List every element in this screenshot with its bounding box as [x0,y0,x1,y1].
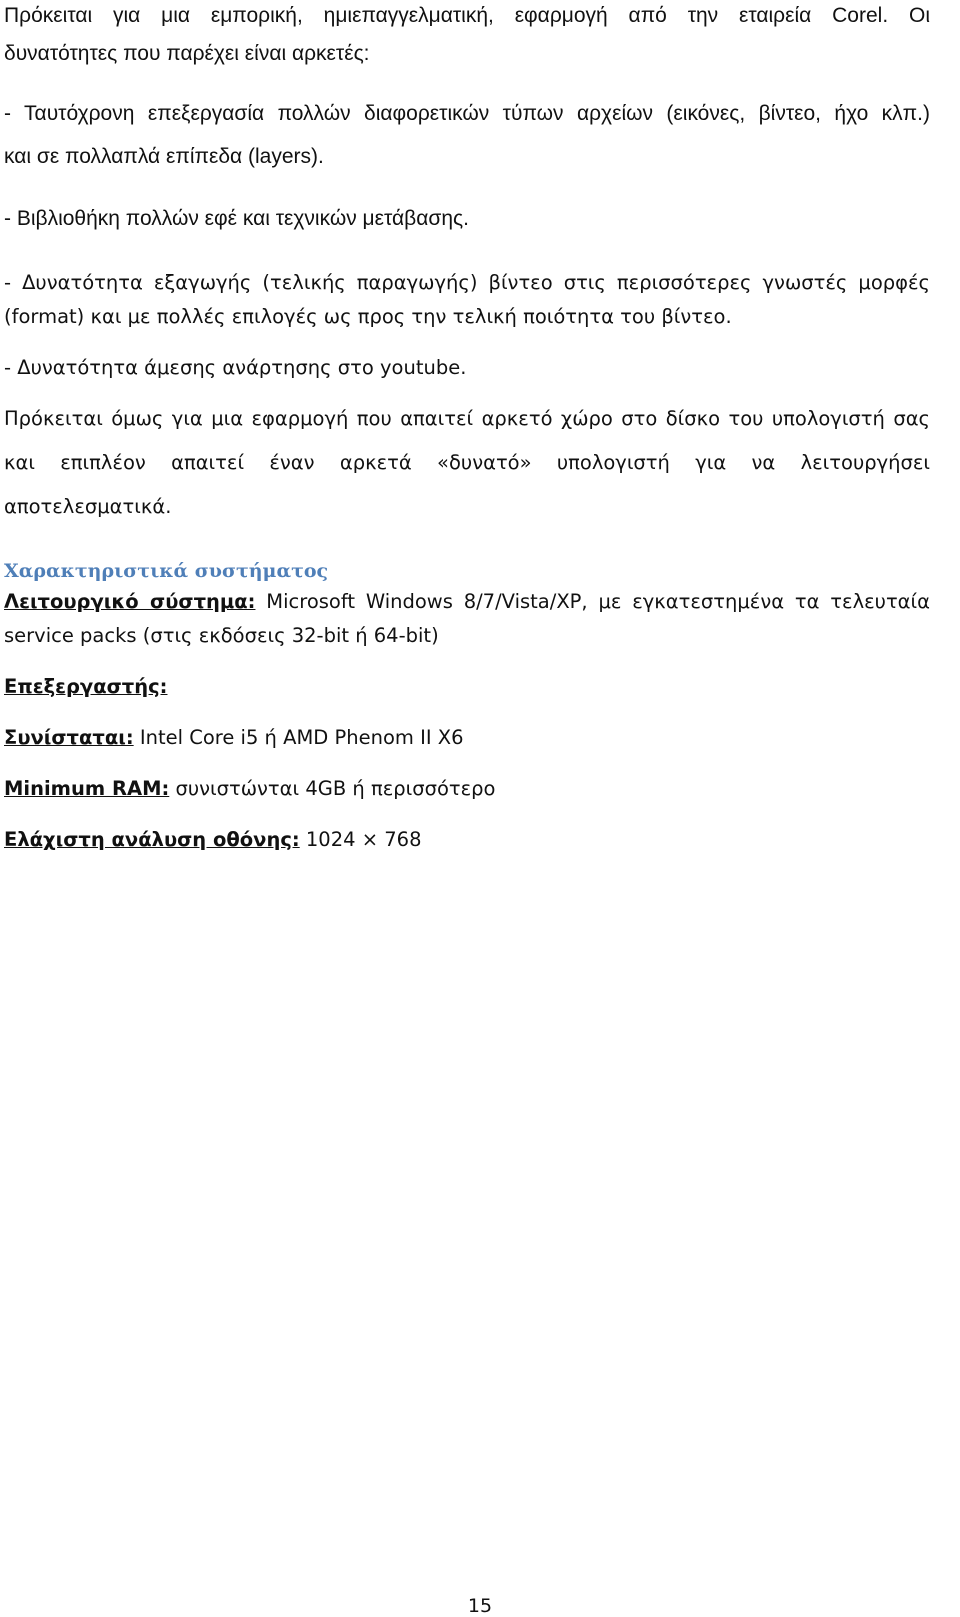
feature-1-line-1: - Ταυτόχρονη επεξεργασία πολλών διαφορετικών τύπων αρχείων (εικόνες, βίντεο, ήχο κλπ.) [4,102,930,125]
os-requirement-line-2: service packs (στις εκδόσεις 32-bit ή 64-bit) [4,624,439,647]
ram-value: συνιστώνται 4GB ή περισσότερο [169,777,496,800]
feature-3-line-1: - Δυνατότητα εξαγωγής (τελικής παραγωγής) βίντεο στις περισσότερες γνωστές μορφές [4,271,930,294]
intro-line-1: Πρόκειται για μια εμπορική, ημιεπαγγελματική, εφαρμογή από την εταιρεία Corel. Οι [4,4,930,27]
intro-line-2: δυνατότητες που παρέχει είναι αρκετές: [4,42,370,65]
ram-label: Minimum RAM: [4,777,170,800]
cpu-requirement [4,670,930,704]
note-line-1: Πρόκειται όμως για μια εφαρμογή που απαιτεί αρκετό χώρο στο δίσκο του υπολογιστή σας [4,407,930,430]
ram-requirement [4,772,930,806]
recommended-cpu [4,721,930,755]
cpu-label: Επεξεργαστής: [4,675,168,698]
resolution-value: 1024 × 768 [299,828,422,851]
recommended-value: Intel Core i5 ή AMD Phenom II X6 [133,726,464,749]
note-line-2: και επιπλέον απαιτεί έναν αρκετά «δυνατό» υπολογιστή για να λειτουργήσει [4,451,930,474]
note-line-3: αποτελεσματικά. [4,495,172,518]
feature-2: - Βιβλιοθήκη πολλών εφέ και τεχνικών μετάβασης. [4,207,469,230]
resolution-requirement [4,823,930,857]
recommended-label: Συνίσταται: [4,726,134,749]
feature-3-line-2: (format) και με πολλές επιλογές ως προς την τελική ποιότητα του βίντεο. [4,305,732,328]
os-label: Λειτουργικό σύστημα: [4,590,256,613]
requirements-heading: Χαρακτηριστικά συστήματος [4,560,329,582]
feature-4: - Δυνατότητα άμεσης ανάρτησης στο youtube. [4,356,467,379]
os-requirement-line-1 [4,585,930,619]
feature-1-line-2: και σε πολλαπλά επίπεδα (layers). [4,145,324,168]
resolution-label: Ελάχιστη ανάλυση οθόνης: [4,828,300,851]
os-value: Microsoft Windows 8/7/Vista/XP, με εγκατεστημένα τα τελευταία [255,590,930,613]
page-number: 15 [467,1595,493,1617]
